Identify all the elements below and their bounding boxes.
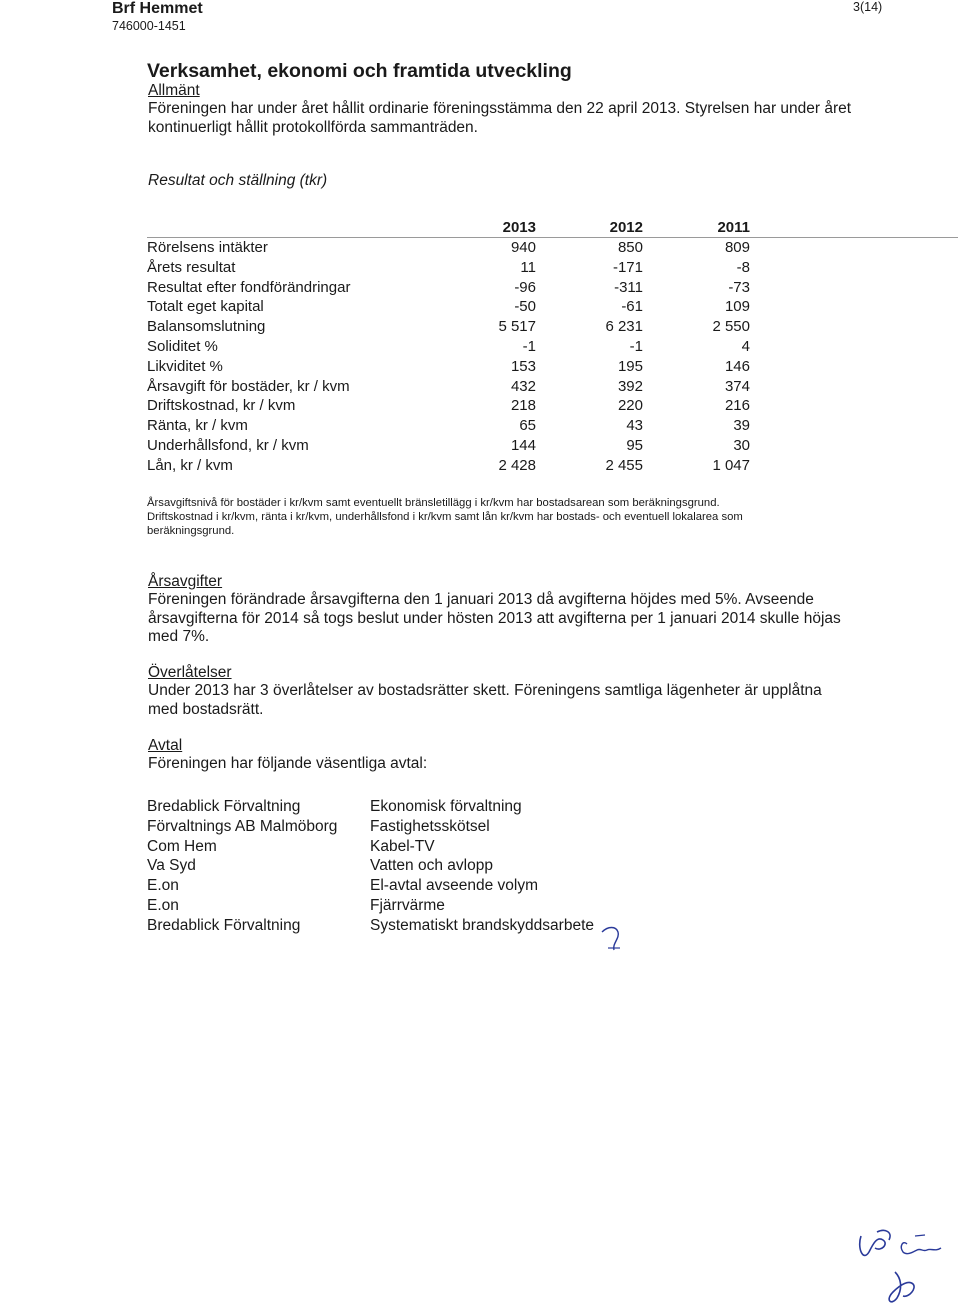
table-row <box>147 357 958 377</box>
row-label: Totalt eget kapital <box>147 298 264 316</box>
row-value: 153 <box>510 357 536 375</box>
row-value: 216 <box>724 397 750 415</box>
agreement-party: E.on <box>147 877 179 895</box>
agreement-row <box>147 797 594 817</box>
row-value: 2 550 <box>712 318 750 336</box>
table-row <box>147 238 958 258</box>
agreement-party: E.on <box>147 896 179 914</box>
transfers-text <box>148 682 822 719</box>
table-row <box>147 377 958 397</box>
agreements-intro: Föreningen har följande väsentliga avtal: <box>148 755 428 772</box>
footnote-fee-basis: Årsavgiftsnivå för bostäder i kr/kvm samt eventuellt bränsletillägg i kr/kvm har bostadsarean som beräkningsgrund. <box>147 497 720 509</box>
agreement-service: Ekonomisk förvaltning <box>370 798 522 815</box>
agreements-list <box>147 797 594 936</box>
agreement-row <box>147 817 594 837</box>
row-label: Soliditet % <box>147 337 218 355</box>
row-label: Lån, kr / kvm <box>147 456 233 474</box>
row-spacer <box>750 357 958 377</box>
table-row <box>147 337 958 357</box>
agreement-service: El-avtal avseende volym <box>370 877 538 895</box>
general-text <box>148 100 851 137</box>
general-line: kontinuerligt hållit protokollförda sammanträden. <box>148 118 478 136</box>
table-row <box>147 416 958 436</box>
year-header: 2012 <box>536 217 643 238</box>
row-value: 850 <box>617 239 643 256</box>
row-value: 809 <box>724 239 750 256</box>
section-heading-fees: Årsavgifter <box>148 573 223 590</box>
agreement-party: Bredablick Förvaltning <box>147 798 301 815</box>
agreement-service: Systematiskt brandskyddsarbete <box>370 916 594 934</box>
footnote-cost-basis <box>147 510 887 538</box>
row-value: 218 <box>510 397 536 415</box>
fees-line: årsavgifterna för 2014 så togs beslut under hösten 2013 att avgifterna per 1 januari 2014 skulle höjas <box>148 609 841 627</box>
table-row <box>147 436 958 456</box>
agreement-service: Fjärrvärme <box>370 896 445 914</box>
row-value: -8 <box>736 258 750 276</box>
row-spacer <box>750 258 958 278</box>
row-label: Likviditet % <box>147 357 223 375</box>
row-spacer <box>750 337 958 357</box>
row-spacer <box>750 238 958 258</box>
row-value: 95 <box>626 436 643 454</box>
section-heading-general: Allmänt <box>148 82 200 99</box>
row-spacer <box>750 396 958 416</box>
table-row <box>147 258 958 278</box>
row-value: 109 <box>724 298 750 316</box>
row-spacer <box>750 278 958 298</box>
initials-signature-icon <box>855 1222 955 1308</box>
row-label: Underhållsfond, kr / kvm <box>147 436 309 454</box>
row-label: Balansomslutning <box>147 318 266 336</box>
row-value: 5 517 <box>498 318 536 336</box>
transfers-line: Under 2013 har 3 överlåtelser av bostadsrätter skett. Föreningens samtliga lägenheter är upplåtna <box>148 682 822 699</box>
row-value: 6 231 <box>605 318 643 336</box>
row-label: Årsavgift för bostäder, kr / kvm <box>147 377 350 395</box>
fees-line: Föreningen förändrade årsavgifterna den 1 januari 2013 då avgifterna höjdes med 5%. Avseende <box>148 591 814 608</box>
row-spacer <box>750 436 958 456</box>
agreement-row <box>147 916 594 936</box>
section-heading-transfers: Överlåtelser <box>148 664 232 681</box>
agreement-party: Com Hem <box>147 837 217 855</box>
agreement-row <box>147 856 594 876</box>
general-line: Föreningen har under året hållit ordinarie föreningsstämma den 22 april 2013. Styrelsen har under året <box>148 100 852 117</box>
row-spacer <box>750 317 958 337</box>
row-value: 4 <box>741 337 750 355</box>
fees-line: med 7%. <box>148 628 210 645</box>
row-value: 940 <box>510 239 536 256</box>
key-figures-body <box>147 238 958 476</box>
agreement-service: Kabel-TV <box>370 837 435 855</box>
row-value: 392 <box>617 377 643 395</box>
row-value: 144 <box>510 436 536 454</box>
table-row <box>147 456 958 476</box>
table-row <box>147 396 958 416</box>
row-value: -61 <box>621 298 643 316</box>
row-value: -311 <box>614 278 643 296</box>
row-value: -1 <box>522 337 536 355</box>
agreement-party: Va Syd <box>147 857 196 875</box>
fees-text <box>148 591 841 647</box>
handwritten-mark-icon <box>598 918 628 952</box>
agreement-service: Vatten och avlopp <box>370 857 493 875</box>
row-value: 2 455 <box>605 456 643 474</box>
row-value: -50 <box>514 298 536 316</box>
agreement-row <box>147 876 594 896</box>
row-value: -1 <box>629 337 643 355</box>
table-caption: Resultat och ställning (tkr) <box>148 172 328 189</box>
row-value: 39 <box>733 417 750 435</box>
org-number: 746000-1451 <box>112 19 186 33</box>
row-value: 432 <box>510 377 536 395</box>
row-label: Ränta, kr / kvm <box>147 417 248 435</box>
row-value: -96 <box>514 278 536 296</box>
table-row <box>147 278 958 298</box>
row-spacer <box>750 416 958 436</box>
year-header: 2013 <box>429 217 536 238</box>
row-value: 43 <box>626 417 643 435</box>
row-label: Resultat efter fondförändringar <box>147 278 351 296</box>
row-label: Rörelsens intäkter <box>147 239 268 256</box>
row-value: -73 <box>728 278 750 296</box>
page-title: Verksamhet, ekonomi och framtida utveckling <box>147 60 572 82</box>
year-header: 2011 <box>643 217 750 238</box>
row-value: 1 047 <box>712 456 750 474</box>
footnote-line: Driftskostnad i kr/kvm, ränta i kr/kvm, underhållsfond i kr/kvm samt lån kr/kvm har bostads- och eventuell lokalarea som <box>147 511 743 523</box>
table-row <box>147 317 958 337</box>
row-value: 195 <box>617 357 643 375</box>
row-value: 11 <box>520 258 536 276</box>
agreement-row <box>147 837 594 857</box>
row-value: 65 <box>519 417 536 435</box>
row-value: 220 <box>617 397 643 415</box>
row-label: Årets resultat <box>147 258 236 276</box>
agreement-party: Förvaltnings AB Malmöborg <box>147 817 338 835</box>
row-value: -171 <box>612 258 643 276</box>
row-spacer <box>750 297 958 317</box>
agreement-service: Fastighetsskötsel <box>370 817 490 835</box>
agreement-row <box>147 896 594 916</box>
transfers-line: med bostadsrätt. <box>148 700 264 718</box>
agreement-party: Bredablick Förvaltning <box>147 916 301 934</box>
header-spacer <box>750 217 958 238</box>
row-label: Driftskostnad, kr / kvm <box>147 397 296 415</box>
org-name: Brf Hemmet <box>112 0 203 17</box>
key-figures-table <box>147 217 958 476</box>
row-spacer <box>750 456 958 476</box>
footnote-line: beräkningsgrund. <box>147 525 235 537</box>
row-value: 2 428 <box>498 456 536 474</box>
row-value: 374 <box>724 377 750 395</box>
section-heading-agreements: Avtal <box>148 737 183 754</box>
table-header-row <box>147 217 958 238</box>
page-number: 3(14) <box>853 0 883 14</box>
row-value: 146 <box>724 357 750 375</box>
header-label-cell <box>147 217 429 238</box>
row-spacer <box>750 377 958 397</box>
table-row <box>147 297 958 317</box>
row-value: 30 <box>733 436 750 454</box>
